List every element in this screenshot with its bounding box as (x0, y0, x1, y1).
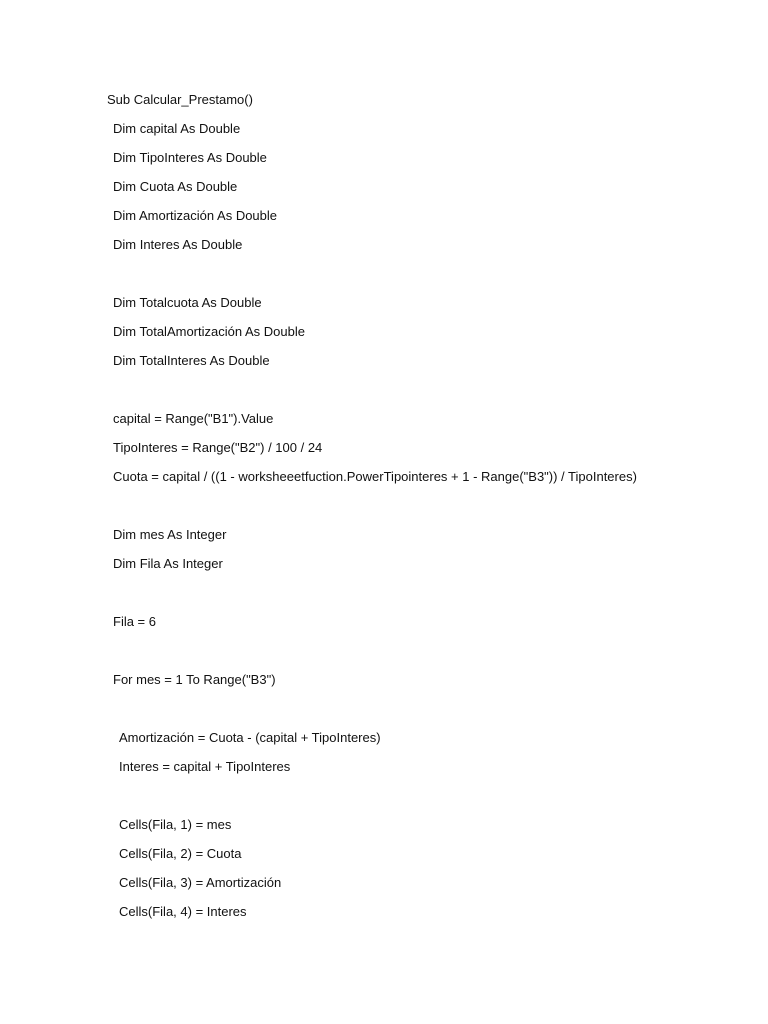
code-line: Dim TipoInteres As Double (113, 150, 267, 165)
code-line: Fila = 6 (113, 614, 156, 629)
blank-line (107, 786, 747, 815)
code-line: Dim capital As Double (113, 121, 241, 136)
code-line: Cuota = capital / ((1 - worksheeetfuction.PowerTipointeres + 1 - Range("B3")) / TipoInteres) (113, 469, 637, 484)
blank-line (107, 496, 747, 525)
code-line: Dim Interes As Double (113, 237, 243, 252)
code-line: capital = Range("B1").Value (113, 411, 274, 426)
code-line: Dim Fila As Integer (113, 556, 223, 571)
blank-line (107, 641, 747, 670)
code-line: Cells(Fila, 2) = Cuota (119, 846, 242, 861)
blank-line (107, 699, 747, 728)
code-line: TipoInteres = Range("B2") / 100 / 24 (113, 440, 323, 455)
code-line: Amortización = Cuota - (capital + TipoInteres) (119, 730, 381, 745)
code-line: Dim mes As Integer (113, 527, 227, 542)
blank-line (107, 380, 747, 409)
code-block (107, 90, 747, 931)
code-line: Cells(Fila, 1) = mes (119, 817, 232, 832)
code-line: Dim Cuota As Double (113, 179, 238, 194)
code-line: For mes = 1 To Range("B3") (113, 672, 276, 687)
code-line: Dim TotalInteres As Double (113, 353, 270, 368)
code-line: Sub Calcular_Prestamo() (107, 92, 253, 107)
code-line: Dim Amortización As Double (113, 208, 278, 223)
blank-line (107, 264, 747, 293)
code-line: Dim Totalcuota As Double (113, 295, 262, 310)
code-line: Cells(Fila, 4) = Interes (119, 904, 247, 919)
code-line: Dim TotalAmortización As Double (113, 324, 305, 339)
blank-line (107, 583, 747, 612)
code-line: Cells(Fila, 3) = Amortización (119, 875, 282, 890)
code-line: Interes = capital + TipoInteres (119, 759, 291, 774)
